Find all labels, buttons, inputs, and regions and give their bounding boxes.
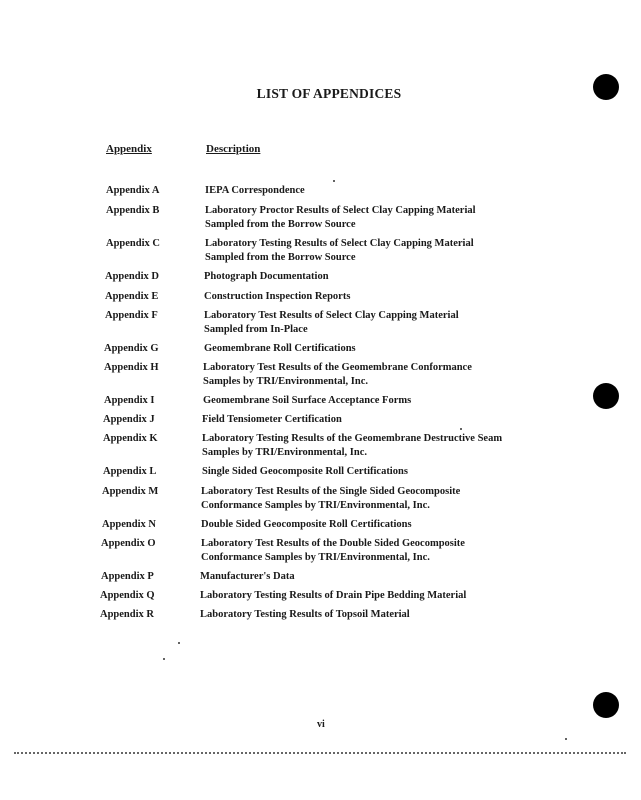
appendix-description: Single Sided Geocomposite Roll Certifications bbox=[202, 466, 408, 477]
appendix-description: Laboratory Proctor Results of Select Clay Capping Material Sampled from the Borrow Source bbox=[205, 205, 476, 230]
appendix-label: Appendix P bbox=[101, 571, 154, 582]
appendix-description: Laboratory Test Results of the Single Sided Geocomposite Conformance Samples by TRI/Environmental, Inc. bbox=[201, 486, 461, 511]
description-column-header: Description bbox=[206, 143, 261, 155]
page-title: LIST OF APPENDICES bbox=[256, 86, 402, 101]
appendix-label: Appendix O bbox=[101, 538, 156, 549]
appendix-label: Appendix J bbox=[103, 414, 155, 425]
binder-hole-top bbox=[593, 74, 619, 100]
appendix-description: Construction Inspection Reports bbox=[204, 291, 351, 302]
appendix-description: Laboratory Testing Results of Select Clay Capping Material Sampled from the Borrow Source bbox=[205, 238, 474, 263]
page-number: vi bbox=[317, 719, 325, 730]
appendix-label: Appendix C bbox=[106, 238, 160, 249]
appendix-description: Field Tensiometer Certification bbox=[202, 414, 342, 425]
scan-speck bbox=[163, 658, 165, 660]
appendix-label: Appendix R bbox=[100, 609, 154, 620]
appendix-label: Appendix M bbox=[102, 486, 159, 497]
scan-speck bbox=[460, 428, 462, 430]
appendix-label: Appendix A bbox=[106, 185, 160, 196]
appendix-description: IEPA Correspondence bbox=[205, 185, 305, 196]
appendix-label: Appendix E bbox=[105, 291, 159, 302]
appendix-description: Laboratory Testing Results of the Geomembrane Destructive Seam Samples by TRI/Environmental, Inc. bbox=[202, 433, 503, 458]
appendix-label: Appendix K bbox=[103, 433, 158, 444]
appendix-label: Appendix N bbox=[102, 519, 156, 530]
appendix-label: Appendix Q bbox=[100, 590, 155, 601]
binder-hole-middle bbox=[593, 383, 619, 409]
scan-speck bbox=[565, 738, 567, 740]
appendix-description: Laboratory Test Results of the Double Sided Geocomposite Conformance Samples by TRI/Environmental, Inc. bbox=[201, 538, 465, 563]
appendix-column-header: Appendix bbox=[106, 143, 152, 155]
appendix-description: Photograph Documentation bbox=[204, 271, 329, 282]
appendix-description: Geomembrane Roll Certifications bbox=[204, 343, 356, 354]
appendix-description: Laboratory Testing Results of Topsoil Material bbox=[200, 609, 410, 620]
appendix-label: Appendix L bbox=[103, 466, 157, 477]
appendix-description: Geomembrane Soil Surface Acceptance Forms bbox=[203, 395, 412, 406]
appendix-label: Appendix D bbox=[105, 271, 159, 282]
appendix-description: Manufacturer's Data bbox=[200, 571, 295, 582]
scan-speck bbox=[178, 642, 180, 644]
scan-speck bbox=[333, 180, 335, 182]
appendix-label: Appendix G bbox=[104, 343, 159, 354]
appendix-description: Double Sided Geocomposite Roll Certifications bbox=[201, 519, 412, 530]
scan-artifact-line bbox=[14, 752, 626, 754]
appendix-label: Appendix F bbox=[105, 310, 158, 321]
appendix-label: Appendix B bbox=[106, 205, 160, 216]
appendix-label: Appendix I bbox=[104, 395, 155, 406]
appendix-description: Laboratory Test Results of Select Clay Capping Material Sampled from In-Place bbox=[204, 310, 459, 335]
appendix-description: Laboratory Test Results of the Geomembrane Conformance Samples by TRI/Environmental, Inc. bbox=[203, 362, 472, 387]
appendix-label: Appendix H bbox=[104, 362, 159, 373]
binder-hole-bottom bbox=[593, 692, 619, 718]
appendix-description: Laboratory Testing Results of Drain Pipe Bedding Material bbox=[200, 590, 467, 601]
